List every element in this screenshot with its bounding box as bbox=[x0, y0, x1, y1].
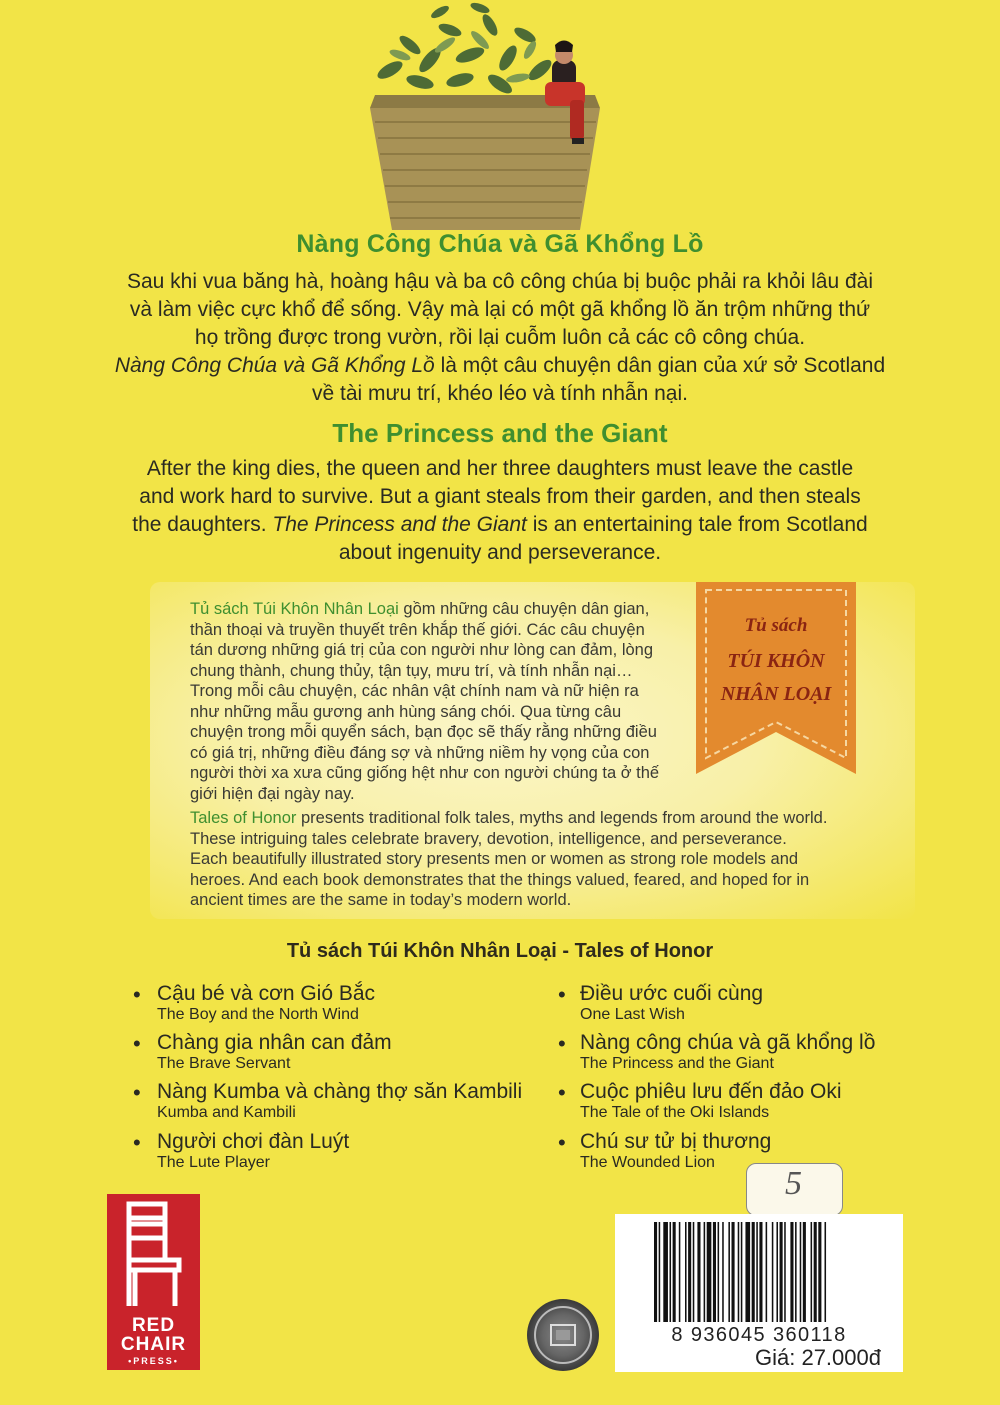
logo-text-chair: CHAIR bbox=[120, 1334, 187, 1355]
ribbon-badge bbox=[696, 582, 856, 774]
barcode-bar bbox=[800, 1222, 802, 1322]
price-label: Giá: 27.000đ bbox=[755, 1345, 881, 1370]
barcode-bar bbox=[790, 1222, 793, 1322]
bullet: • bbox=[558, 1031, 566, 1056]
barcode-number: 8 936045 360118 bbox=[671, 1324, 847, 1346]
barcode-bar bbox=[814, 1222, 817, 1322]
barcode-bar bbox=[679, 1222, 681, 1322]
barcode-bar bbox=[670, 1222, 672, 1322]
barcode-bar bbox=[772, 1222, 774, 1322]
barcode-bar bbox=[654, 1222, 657, 1322]
barcode-bar bbox=[784, 1222, 786, 1322]
barcode-bar bbox=[732, 1222, 735, 1322]
series-title: Tủ sách Túi Khôn Nhân Loại - Tales of Honor bbox=[286, 940, 714, 962]
barcode-bar bbox=[745, 1222, 750, 1322]
barcode-bar bbox=[685, 1222, 687, 1322]
barcode-bar bbox=[759, 1222, 762, 1322]
bullet: • bbox=[133, 982, 141, 1007]
list-item: Cuộc phiêu lưu đến đảo Oki The Tale of the Oki Islands bbox=[580, 1080, 842, 1121]
barcode-bar bbox=[722, 1222, 724, 1322]
en-title: The Princess and the Giant bbox=[332, 418, 668, 448]
ribbon-line3: NHÂN LOẠI bbox=[720, 683, 832, 705]
ribbon-line2: TÚI KHÔN bbox=[727, 650, 825, 672]
barcode-bar bbox=[663, 1222, 668, 1322]
barcode-bar bbox=[776, 1222, 778, 1322]
hologram-icon bbox=[527, 1299, 599, 1371]
barcode-bar bbox=[795, 1222, 797, 1322]
logo-text-red: RED bbox=[131, 1315, 176, 1336]
en-description: After the king dies, the queen and her three daughters must leave the castle and work hard to survive. But a giant steals from their garden, and then steals the daughters. The Princess and the Giant is an entertaining tale from Scotland about ingenuity and perseverance. bbox=[132, 457, 868, 564]
barcode-bar bbox=[780, 1222, 783, 1322]
vn-title: Nàng Công Chúa và Gã Khổng Lồ bbox=[296, 230, 704, 258]
barcode-bar bbox=[811, 1222, 813, 1322]
barcode-bar bbox=[704, 1222, 706, 1322]
barcode-bar bbox=[756, 1222, 758, 1322]
barcode-bar bbox=[713, 1222, 716, 1322]
bullet: • bbox=[133, 1031, 141, 1056]
barcode-bar bbox=[803, 1222, 806, 1322]
barcode-bar bbox=[728, 1222, 730, 1322]
barcode-icon bbox=[650, 1222, 895, 1327]
bullet: • bbox=[133, 1080, 141, 1105]
info-vn-text: Tủ sách Túi Khôn Nhân Loại gồm những câu chuyện dân gian, thần thoại và truyền thuyết trên khắp thế giới. Các câu chuyện tán dương những giá trị của con người như lòng can đảm, lòng chung thành, chung thủy, tận tụy, mưu trí, và tính nhẫn nại… Trong mỗi câu chuyện, các nhân vật chính nam và nữ hiện ra như những mẫu gương anh hùng sáng chói. Qua từng câu chuyện trong mỗi quyển sách, bạn đọc sẽ thấy rằng những điều có giá trị, những điều đáng sợ và những niềm hy vọng của con người thời xa xưa cũng giống hệt như con người chúng ta ở thế giới hiện đại ngày nay. bbox=[190, 600, 660, 803]
hologram-sticker bbox=[527, 1299, 599, 1371]
list-item: Chú sư tử bị thương The Wounded Lion bbox=[580, 1130, 772, 1171]
barcode-bar bbox=[693, 1222, 695, 1322]
list-item: Cậu bé và cơn Gió Bắc The Boy and the North Wind bbox=[157, 982, 376, 1023]
barcode-bar bbox=[718, 1222, 720, 1322]
vn-description: Sau khi vua băng hà, hoàng hậu và ba cô công chúa bị buộc phải ra khỏi lâu đài và làm việc cực khổ để sống. Vậy mà lại có một gã khổng lồ ăn trộm những thứ họ trồng được trong vườn, rồi lại cuỗm luôn cả các cô công chúa. Nàng Công Chúa và Gã Khổng Lồ là một câu chuyện dân gian của xứ sở Scotland về tài mưu trí, khéo léo và tính nhẫn nại. bbox=[114, 270, 886, 405]
list-item: Nàng Kumba và chàng thợ săn Kambili Kumba and Kambili bbox=[157, 1080, 523, 1121]
barcode-bar bbox=[738, 1222, 740, 1322]
barcode-bar bbox=[659, 1222, 661, 1322]
list-item: Chàng gia nhân can đảm The Brave Servant bbox=[157, 1031, 392, 1072]
handwritten-number: 5 bbox=[785, 1165, 802, 1202]
barcode-bar bbox=[707, 1222, 712, 1322]
info-en-text: Tales of Honor presents traditional folk tales, myths and legends from around the world. These intriguing tales celebrate bravery, devotion, intelligence, and perseverance. Each beautifully illustrated story presents men or women as strong role models and heroes. And each book demonstrates that the things valued, feared, and hoped for in ancient times are the same in today’s modern world. bbox=[190, 809, 828, 909]
bullet: • bbox=[558, 1130, 566, 1155]
bullet: • bbox=[558, 982, 566, 1007]
barcode-bar bbox=[688, 1222, 691, 1322]
list-item: Nàng công chúa và gã khổng lồ The Princess and the Giant bbox=[580, 1031, 876, 1072]
barcode-bar bbox=[766, 1222, 768, 1322]
basket-illustration bbox=[330, 0, 630, 235]
ribbon-line1: Tủ sách bbox=[744, 615, 808, 636]
barcode-bar bbox=[818, 1222, 821, 1322]
barcode-bar bbox=[673, 1222, 676, 1322]
list-item: Người chơi đàn Luýt The Lute Player bbox=[157, 1130, 350, 1171]
bullet: • bbox=[558, 1080, 566, 1105]
chair-icon bbox=[107, 1194, 200, 1314]
bullet: • bbox=[133, 1130, 141, 1155]
barcode-bar bbox=[825, 1222, 827, 1322]
barcode-bar bbox=[752, 1222, 755, 1322]
barcode-bar bbox=[741, 1222, 743, 1322]
logo-text-press: •PRESS• bbox=[128, 1356, 179, 1366]
barcode-bar bbox=[697, 1222, 700, 1322]
list-item: Điều ước cuối cùng One Last Wish bbox=[580, 982, 764, 1023]
